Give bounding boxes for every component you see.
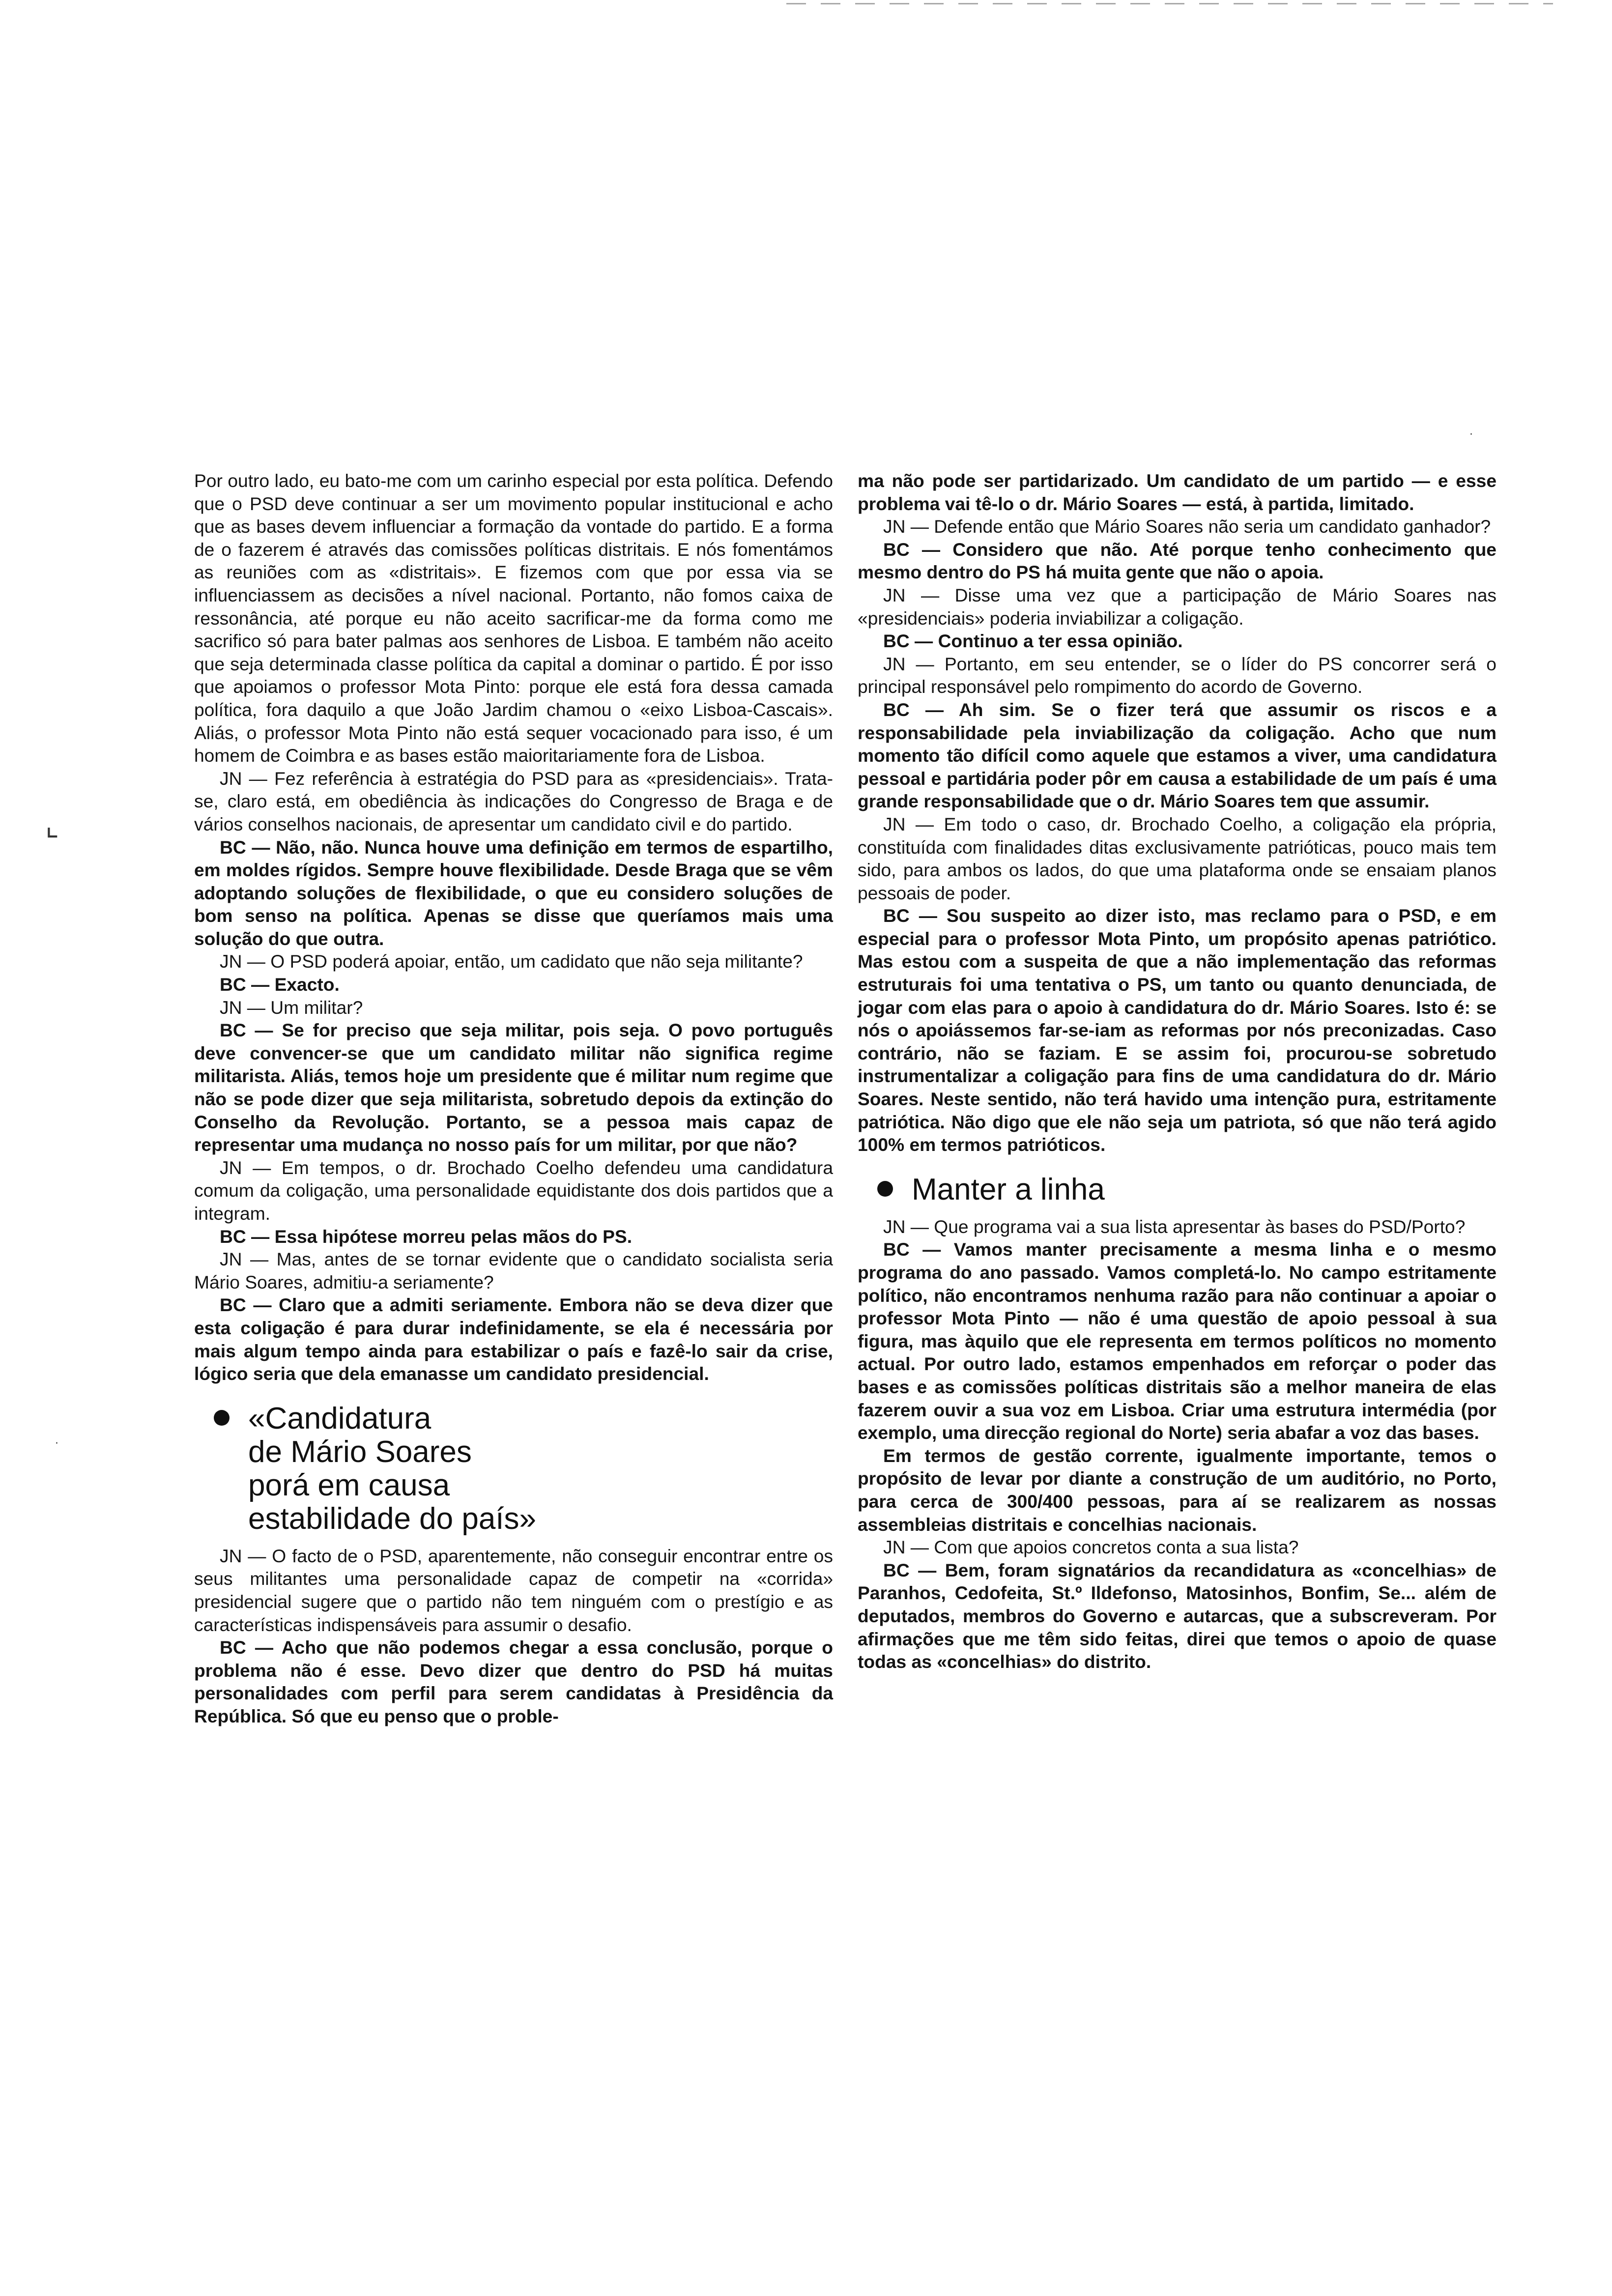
paragraph: Por outro lado, eu bato-me com um carinho especial por esta política. Defendo que o PSD deve continuar a ser um movimento popular institucional e acho que as bases devem influenciar a formação da vontade do partido. E a forma de o fazerem é através das comissões políticas distritais. E nós fomentámos as reuniões com as «distritais». E fizemos com que por essa via se influenciassem as decisões a nível nacional. Portanto, não fomos caixa de ressonância, até porque eu não aceito sacrificar-me da forma como me sacrifico só para bater palmas aos senhores de Lisboa. E também não aceito que seja determinada classe política da capital a dominar o partido. É por isso que apoiamos o professor Mota Pinto: porque ele está fora dessa camada política, fora daquilo a que João Jardim chamou o «eixo Lisboa-Cascais». Aliás, o professor Mota Pinto não está sequer vocacionado para isso, é um homem de Coimbra e as bases estão maioritariamente fora de Lisboa. (194, 470, 838, 766)
heading-line: de Mário Soares (248, 1435, 472, 1469)
scan-edge-artifact (786, 3, 1553, 4)
paragraph: JN — Defende então que Mário Soares não seria um candidato ganhador? (883, 516, 1491, 537)
paragraph: JN — O facto de o PSD, aparentemente, não conseguir encontrar entre os seus militantes uma personalidade capaz de competir na «corrida» presidencial sugere que o partido não tem ninguém com o prestígio e as características indispensáveis para assumir o desafio. (194, 1545, 838, 1635)
paragraph: BC — Ah sim. Se o fizer terá que assumir os riscos e a responsabilidade pela inviabilização da coligação. Acho que num momento tão difícil como aquele que estamos a viver, uma candidatura pessoal e partidária poder pôr em causa a estabilidade de um país é uma grande responsabilidade que o dr. Mário Soares tem que assumir. (858, 699, 1502, 812)
heading-line: porá em causa (248, 1468, 450, 1502)
paragraph: JN — Disse uma vez que a participação de Mário Soares nas «presidenciais» poderia inviabilizar a coligação. (858, 584, 1502, 629)
paragraph: BC — Continuo a ter essa opinião. (883, 631, 1183, 652)
paragraph: BC — Não, não. Nunca houve uma definição em termos de espartilho, em moldes rígidos. Sempre houve flexibilidade. Desde Braga que se vêm adoptando soluções de flexibilidade, o que eu considero soluções de bom senso na política. Apenas se disse que queríamos mais uma solução do que outra. (194, 836, 838, 949)
margin-mark-icon: ⌞ (45, 808, 59, 843)
paragraph: BC — Claro que a admiti seriamente. Embora não se deva dizer que esta coligação é para durar indefinidamente, se ela é necessária por mais algum tempo ainda para estabilizar o país e fazê-lo sair da crise, lógico seria que dela emanasse um candidato presidencial. (194, 1294, 838, 1384)
left-column (194, 469, 838, 1728)
paragraph: BC — Sou suspeito ao dizer isto, mas reclamo para o PSD, e em especial para o professor Mota Pinto, um propósito apenas patriótico. Mas estou com a suspeita de que a não implementação das reformas estruturais foi uma tentativa o PS, um tanto ou quanto denunciada, de jogar com elas para o apoio à candidatura do dr. Mário Soares. Isto é: se nós o apoiássemos far-se-iam as reformas por nós preconizadas. Caso contrário, não se faziam. E se assim foi, procurou-se sobretudo instrumentalizar a coligação para fins de uma candidatura do dr. Mário Soares. Neste sentido, não terá havido uma intenção pura, estritamente patriótica. Não digo que ele não seja um patriota, só que não terá agido 100% em termos patrióticos. (858, 905, 1502, 1155)
paragraph: BC — Vamos manter precisamente a mesma linha e o mesmo programa do ano passado. Vamos completá-lo. No campo estritamente político, não encontramos nenhuma razão para não continuar a apoiar o professor Mota Pinto — não é uma questão de apoio pessoal à sua figura, mas àquilo que ele representa em termos políticos no momento actual. Por outro lado, estamos empenhados em reforçar o poder das bases e as comissões políticas distritais são a melhor maneira de elas fazerem ouvir a sua voz em Lisboa. Criar uma estrutura intermédia (por exemplo, uma direcção regional do Norte) seria abafar a voz das bases. (858, 1239, 1502, 1443)
speck-mark-icon: · (1469, 429, 1473, 441)
paragraph: JN — Fez referência à estratégia do PSD para as «presidenciais». Trata-se, claro está, em obediência às indicações do Congresso de Braga e de vários conselhos nacionais, de apresentar um candidato civil e do partido. (194, 768, 838, 834)
heading-line: «Candidatura (248, 1401, 432, 1435)
paragraph: BC — Essa hipótese morreu pelas mãos do PS. (220, 1226, 633, 1247)
paragraph: JN — Em tempos, o dr. Brochado Coelho defendeu uma candidatura comum da coligação, uma personalidade equidistante dos dois partidos que a integram. (194, 1157, 838, 1224)
paragraph: JN — Mas, antes de se tornar evidente que o candidato socialista seria Mário Soares, admitiu-a seriamente? (194, 1249, 838, 1292)
paragraph: BC — Bem, foram signatários da recandidatura as «concelhias» de Paranhos, Cedofeita, St.º Ildefonso, Matosinhos, Bonfim, Se... além de deputados, membros do Governo e autarcas, que a subscreveram. Por afirmações que me têm sido feitas, direi que temos o apoio de quase todas as «concelhias» do distrito. (858, 1559, 1502, 1672)
paragraph: JN — Em todo o caso, dr. Brochado Coelho, a coligação ela própria, constituída com finalidades ditas exclusivamente patrióticas, pouco mais tem sido, para ambos os lados, do que uma plataforma onde se ensaiam planos pessoais de poder. (858, 813, 1502, 903)
paragraph: JN — Que programa vai a sua lista apresentar às bases do PSD/Porto? (883, 1216, 1466, 1237)
paragraph: ma não pode ser partidarizado. Um candidato de um partido — e esse problema vai tê-lo o dr. Mário Soares — está, à partida, limitado. (858, 470, 1502, 514)
paragraph: Em termos de gestão corrente, igualmente importante, temos o propósito de levar por diante a construção de um auditório, no Porto, para cerca de 300/400 pessoas, para aí se realizarem as nossas assembleias distritais e concelhias nacionais. (858, 1445, 1502, 1535)
paragraph: BC — Se for preciso que seja militar, pois seja. O povo português deve convencer-se que um candidato militar não significa regime militarista. Aliás, temos hoje um presidente que é militar num regime que não se pode dizer que seja militarista, sobretudo depois da extinção do Conselho da Revolução. Portanto, se a pessoa mais capaz de representar uma mudança no nosso país for um militar, por que não? (194, 1020, 838, 1155)
paragraph: BC — Acho que não podemos chegar a essa conclusão, porque o problema não é esse. Devo dizer que dentro do PSD há muitas personalidades com perfil para serem candidatas à Presidência da República. Só que eu penso que o proble- (194, 1637, 838, 1726)
heading-line: estabilidade do país» (248, 1501, 537, 1536)
section-heading-manter (858, 1173, 1497, 1206)
paragraph: JN — Com que apoios concretos conta a sua lista? (883, 1537, 1299, 1558)
right-column (858, 469, 1502, 1673)
bullet-icon (877, 1181, 893, 1197)
bullet-icon (214, 1410, 230, 1426)
paragraph: BC — Considero que não. Até porque tenho conhecimento que mesmo dentro do PS há muita gente que não o apoia. (858, 539, 1502, 583)
paragraph: JN — Um militar? (220, 997, 363, 1018)
section-heading-candidatura (194, 1402, 833, 1536)
paragraph: JN — O PSD poderá apoiar, então, um cadidato que não seja militante? (220, 951, 803, 972)
paragraph: BC — Exacto. (220, 974, 340, 995)
paragraph: JN — Portanto, em seu entender, se o líder do PS concorrer será o principal responsável pelo rompimento do acordo de Governo. (858, 653, 1502, 697)
heading-line: Manter a linha (912, 1172, 1105, 1206)
speck-mark-icon: · (55, 1437, 58, 1450)
